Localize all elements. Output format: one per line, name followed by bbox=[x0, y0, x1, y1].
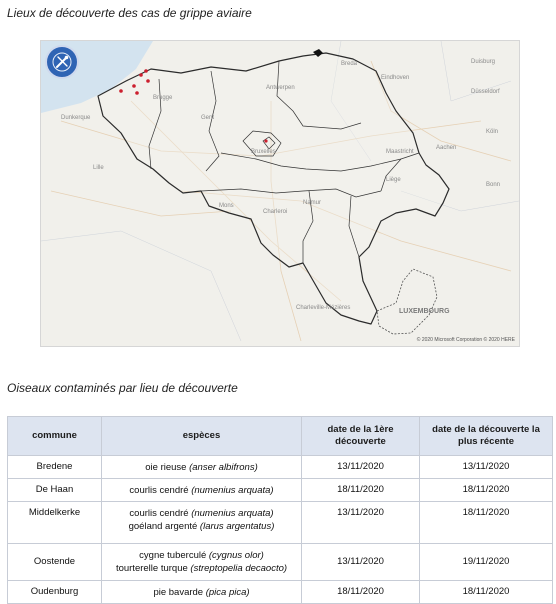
species-cell: courlis cendré (numenius arquata) bbox=[102, 479, 302, 502]
commune-cell: Bredene bbox=[8, 456, 102, 479]
commune-cell: Middelkerke bbox=[8, 502, 102, 544]
commune-cell: Oostende bbox=[8, 544, 102, 581]
first-date-cell: 18/11/2020 bbox=[302, 581, 420, 604]
map-label: LUXEMBOURG bbox=[399, 308, 450, 315]
map-label: Duisburg bbox=[471, 59, 496, 65]
latest-date-cell: 19/11/2020 bbox=[420, 544, 553, 581]
table-row bbox=[8, 544, 553, 581]
map-label: Charleville-Mézières bbox=[296, 305, 351, 311]
column-header-latest-date: date de la découverte la plus récente bbox=[420, 417, 553, 456]
map-label: Bonn bbox=[486, 182, 501, 188]
commune-cell: Oudenburg bbox=[8, 581, 102, 604]
first-date-cell: 13/11/2020 bbox=[302, 502, 420, 544]
latest-date-cell: 18/11/2020 bbox=[420, 502, 553, 544]
belgium-map bbox=[41, 41, 519, 346]
first-date-cell: 13/11/2020 bbox=[302, 456, 420, 479]
map-label: Lille bbox=[93, 165, 104, 171]
map-label: Aachen bbox=[436, 145, 457, 151]
map-label: Dunkerque bbox=[61, 115, 91, 121]
map-label: Brugge bbox=[153, 95, 173, 101]
column-header-especes: espèces bbox=[102, 417, 302, 456]
column-header-commune: commune bbox=[8, 417, 102, 456]
first-date-cell: 13/11/2020 bbox=[302, 544, 420, 581]
first-date-cell: 18/11/2020 bbox=[302, 479, 420, 502]
map-attribution: © 2020 Microsoft Corporation © 2020 HERE bbox=[416, 337, 515, 343]
column-header-first-date: date de la 1ère découverte bbox=[302, 417, 420, 456]
latest-date-cell: 18/11/2020 bbox=[420, 479, 553, 502]
species-cell: cygne tuberculé (cygnus olor) tourterelle turque (streptopelia decaocto) bbox=[102, 544, 302, 581]
table-row bbox=[8, 581, 553, 604]
contaminated-birds-table bbox=[7, 416, 553, 604]
map-label: Düsseldorf bbox=[471, 89, 500, 95]
map-label: Gent bbox=[201, 115, 215, 121]
latest-date-cell: 18/11/2020 bbox=[420, 581, 553, 604]
map-label: Liège bbox=[386, 177, 401, 183]
table-row bbox=[8, 479, 553, 502]
map-label: Antwerpen bbox=[266, 85, 295, 91]
commune-cell: De Haan bbox=[8, 479, 102, 502]
table-header-row bbox=[8, 417, 553, 456]
map-label: Charleroi bbox=[263, 209, 288, 215]
map-label: Maastricht bbox=[386, 149, 414, 155]
species-cell: courlis cendré (numenius arquata) goéland argenté (larus argentatus) bbox=[102, 502, 302, 544]
map-label: Bruxelles bbox=[251, 149, 276, 155]
map-label: Mons bbox=[219, 203, 234, 209]
map-label: Breda bbox=[341, 61, 358, 67]
table-row bbox=[8, 502, 553, 544]
map-label: Köln bbox=[486, 129, 499, 135]
map-title: Lieux de découverte des cas de grippe aviaire bbox=[7, 6, 252, 20]
species-cell: oie rieuse (anser albifrons) bbox=[102, 456, 302, 479]
health-emblem-icon bbox=[45, 45, 79, 79]
latest-date-cell: 13/11/2020 bbox=[420, 456, 553, 479]
map-label: Eindhoven bbox=[381, 75, 410, 81]
map-label: Namur bbox=[303, 200, 322, 206]
map-panel[interactable] bbox=[40, 40, 520, 347]
table-row bbox=[8, 456, 553, 479]
table-title: Oiseaux contaminés par lieu de découverte bbox=[7, 381, 238, 395]
species-cell: pie bavarde (pica pica) bbox=[102, 581, 302, 604]
